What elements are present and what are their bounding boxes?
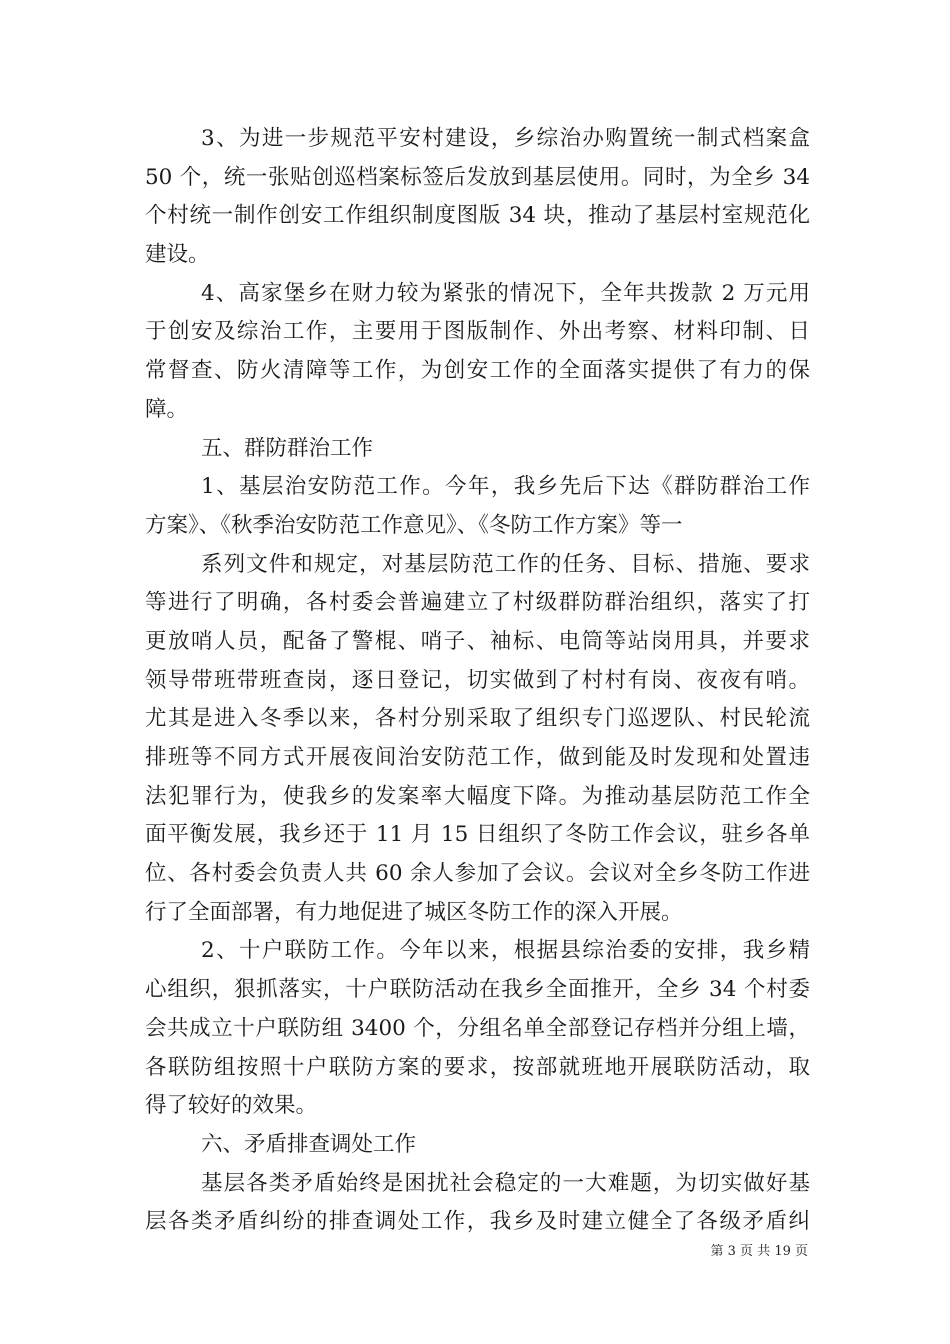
page-number: 第 3 页 共 19 页 [710,1244,808,1259]
text-line: 3、为进一步规范平安村建设，乡综治办购置统一制式档案盒 [201,126,810,151]
text-line: 得了较好的效果。 [145,1093,318,1119]
text-line: 障。 [145,396,189,422]
text-line: 等进行了明确，各村委会普遍建立了村级群防群治组织，落实了打 [145,590,810,616]
text-line: 法犯罪行为，使我乡的发案率大幅度下降。为推动基层防范工作全 [145,783,810,809]
document-body [145,120,810,1242]
text-line: 个村统一制作创安工作组织制度图版 34 块，推动了基层村室规范化 [145,203,810,229]
text-line: 会共成立十户联防组 3400 个，分组名单全部登记存档并分组上墙， [145,1015,810,1041]
text-line: 尤其是进入冬季以来，各村分别采取了组织专门巡逻队、村民轮流 [145,706,810,732]
text-line: 位、各村委会负责人共 60 余人参加了会议。会议对全乡冬防工作进 [145,861,810,887]
section-heading: 六、矛盾排查调处工作 [201,1131,417,1157]
text-line: 层各类矛盾纠纷的排查调处工作，我乡及时建立健全了各级矛盾纠 [145,1209,810,1235]
text-line: 各联防组按照十户联防方案的要求，按部就班地开展联防活动，取 [145,1054,810,1080]
text-line: 更放哨人员，配备了警棍、哨子、袖标、电筒等站岗用具，并要求 [145,628,810,654]
text-line: 排班等不同方式开展夜间治安防范工作，做到能及时发现和处置违 [145,745,810,770]
text-line: 面平衡发展，我乡还于 11 月 15 日组织了冬防工作会议，驻乡各单 [145,822,810,848]
text-line: 常督查、防火清障等工作，为创安工作的全面落实提供了有力的保 [145,358,810,384]
text-line: 基层各类矛盾始终是困扰社会稳定的一大难题，为切实做好基 [201,1170,810,1196]
text-line: 系列文件和规定，对基层防范工作的任务、目标、措施、要求 [201,551,810,577]
text-line: 50 个，统一张贴创巡档案标签后发放到基层使用。同时，为全乡 34 [145,164,810,190]
text-line: 心组织，狠抓落实，十户联防活动在我乡全面推开，全乡 34 个村委 [145,977,810,1003]
text-line: 建设。 [145,242,210,268]
section-heading: 五、群防群治工作 [201,435,374,461]
text-line: 方案》、《秋季治安防范工作意见》、《冬防工作方案》等一 [145,512,683,538]
text-line: 4、高家堡乡在财力较为紧张的情况下，全年共拨款 2 万元用 [201,280,810,306]
text-line: 2、十户联防工作。今年以来，根据县综治委的安排，我乡精 [201,938,810,964]
text-line: 1、基层治安防范工作。今年，我乡先后下达《群防群治工作 [201,474,810,500]
text-line: 行了全面部署，有力地促进了城区冬防工作的深入开展。 [145,899,683,925]
text-line: 于创安及综治工作，主要用于图版制作、外出考察、材料印制、日 [145,319,810,345]
text-line: 领导带班带班查岗，逐日登记，切实做到了村村有岗、夜夜有哨。 [145,667,810,693]
